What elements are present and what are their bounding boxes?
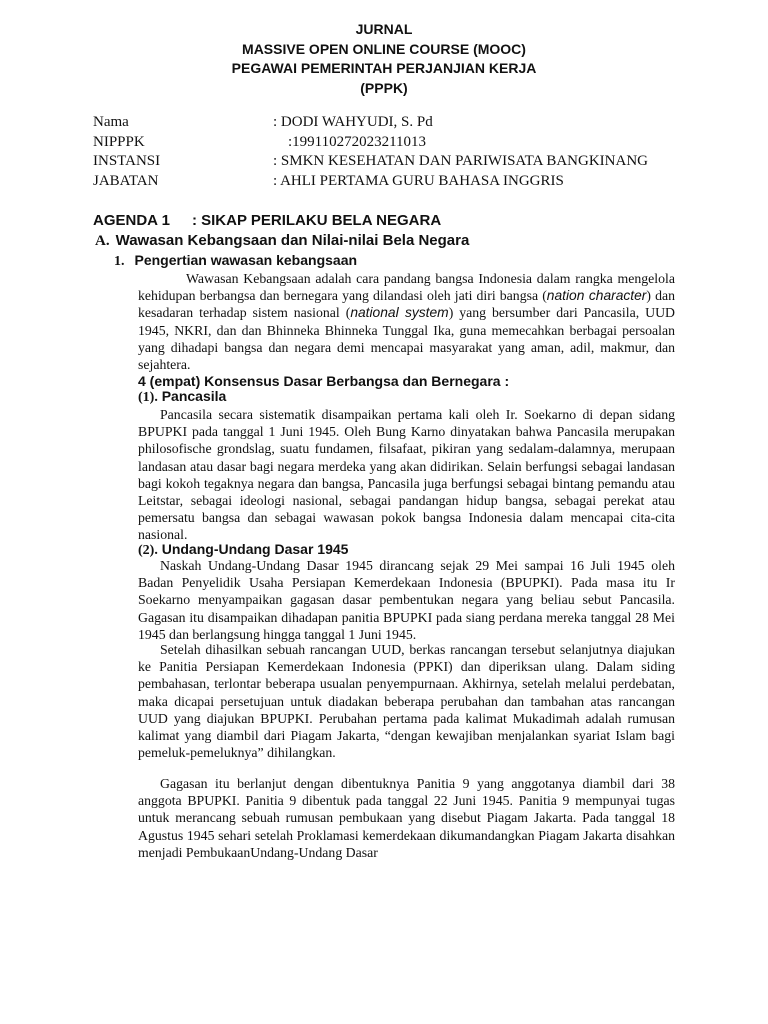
- paragraph-italic-term: nation character: [546, 288, 647, 304]
- title-mooc: MASSIVE OPEN ONLINE COURSE (MOOC): [242, 40, 526, 57]
- paragraph-wawasan: [138, 270, 675, 373]
- paragraph-uud-2: Setelah dihasilkan sebuah rancangan UUD, berkas rancangan tersebut selanjutnya diajukan ke Panitia Persiapan Kemerdekaan Indonesia (PPKI) dan diperiksan ulang. Dalam siding pembahasan, terlontar beberapa usualan penyempurnaan. Akhirnya, setelah melalui perdebatan, maka dicapai persetujuan untuk diadakan beberapa perubahan dan tambahan atas rancangan UUD yang diajukan BPUPKI. Perubahan pertama pada kalimat Mukadimah adalah rumusan kalimat yang diambil dari Piagam Jakarta, “dengan kewajiban menjalankan syariat Islam bagi pemeluk-pemeluknya” dihilangkan.: [138, 642, 675, 761]
- item-title: Pengertian wawasan kebangsaan: [134, 252, 358, 268]
- paragraph-italic-term: national system: [350, 305, 449, 321]
- paragraph-text: Wawasan Kebangsaan adalah cara pandang bangsa Indonesia dalam rangka mengelola kehidupan berbangsa dan bernegara yang dilandasi oleh jati diri bangsa (: [138, 271, 675, 304]
- consensus-heading: 4 (empat) Konsensus Dasar Berbangsa dan Bernegara :: [138, 373, 510, 389]
- section-letter: A.: [95, 233, 110, 249]
- item-1-heading: [114, 252, 357, 270]
- identity-label: NIPPPK: [93, 133, 145, 150]
- pancasila-number: (1).: [138, 390, 158, 405]
- identity-label: Nama: [93, 114, 129, 130]
- document-title-block: [0, 20, 768, 98]
- title-pppk-full: PEGAWAI PEMERINTAH PERJANJIAN KERJA: [231, 60, 537, 76]
- identity-value: : DODI WAHYUDI, S. Pd: [273, 114, 433, 130]
- identity-value: :199110272023211013: [288, 133, 427, 150]
- identity-label: INSTANSI: [93, 153, 161, 169]
- agenda-heading: [93, 212, 441, 229]
- paragraph-uud-3: Gagasan itu berlanjut dengan dibentuknya Panitia 9 yang anggotanya diambil dari 38 anggota BPUPKI. Panitia 9 dibentuk pada tanggal 22 Juni 1945. Panitia 9 mempunyai tugas untuk merancang sebuah rumusan pembukaan yang disebut Piagam Jakarta. Pada tanggal 18 Agustus 1945 sehari setelah Proklamasi kemerdekaan dikumandangkan Piagam Jakarta disahkan menjadi PembukaanUndang-Undang Dasar: [138, 776, 675, 860]
- pancasila-heading: [138, 388, 226, 406]
- uud-title: Undang-Undang Dasar 1945: [161, 541, 349, 557]
- pancasila-title: Pancasila: [161, 388, 227, 404]
- item-number: 1.: [114, 254, 125, 269]
- title-jurnal: JURNAL: [355, 21, 413, 37]
- identity-value: : SMKN KESEHATAN DAN PARIWISATA BANGKINANG: [273, 153, 648, 169]
- section-title: Wawasan Kebangsaan dan Nilai-nilai Bela Negara: [115, 232, 470, 249]
- paragraph-pancasila: Pancasila secara sistematik disampaikan pertama kali oleh Ir. Soekarno di depan sidang BPUPKI pada tanggal 1 Juni 1945. Oleh Bung Karno dinyatakan bahwa Pancasila merupakan philosofische grondslag, suatu fundamen, filsafaat, pikiran yang sedalam-dalamnya, merupaan landasan atau dasar bagi negara merdeka yang akan didirikan. Selain berfungsi sebagai landasan bagi kokoh tegaknya negara dan bangsa, Pancasila juga berfungsi sebagai bintang pemandu atau Leitstar, sebagai ideologi nasional, sebagai pandangan hidup bangsa, sebagai perekat atau pemersatu bangsa dan sebagai wawasan pokok bangsa Indonesia dalam mencapai cita-cita nasional.: [138, 407, 675, 543]
- section-a-heading: [95, 232, 469, 250]
- agenda-label: AGENDA 1: [93, 212, 170, 229]
- uud-number: (2).: [138, 543, 158, 558]
- paragraph-uud-1: Naskah Undang-Undang Dasar 1945 dirancang sejak 29 Mei sampai 16 Juli 1945 oleh Badan Penyelidik Usaha Persiapan Kemerdekaan Indonesia (BPUPKI). Pada masa itu Ir Soekarno menyampaikan gagasan dasar pembentukan negara yang beliau sebut Pancasila. Gagasan itu disampaikan dihadapan panitia BPUPKI pada siang perdana mereka tanggal 28 Mei 1945 dan berlangsung hingga tanggal 1 Juni 1945.: [138, 558, 675, 642]
- identity-label: JABATAN: [93, 172, 159, 189]
- paragraph-text: ) dan kesadaran terhadap sistem nasional (: [138, 288, 676, 321]
- identity-value: : AHLI PERTAMA GURU BAHASA INGGRIS: [273, 172, 564, 189]
- title-pppk-abbr: (PPPK): [360, 79, 408, 96]
- agenda-title: : SIKAP PERILAKU BELA NEGARA: [191, 212, 442, 229]
- paragraph-text: ) yang bersumber dari Pancasila, UUD 1945, NKRI, dan dan Bhinneka Bhinneka Tunggal Ika, guna memecahkan berbagai persoalan yang dihadapi bangsa dan negara demi mencapai masyarakat yang aman, adil, makmur, dan sejahtera.: [138, 305, 676, 373]
